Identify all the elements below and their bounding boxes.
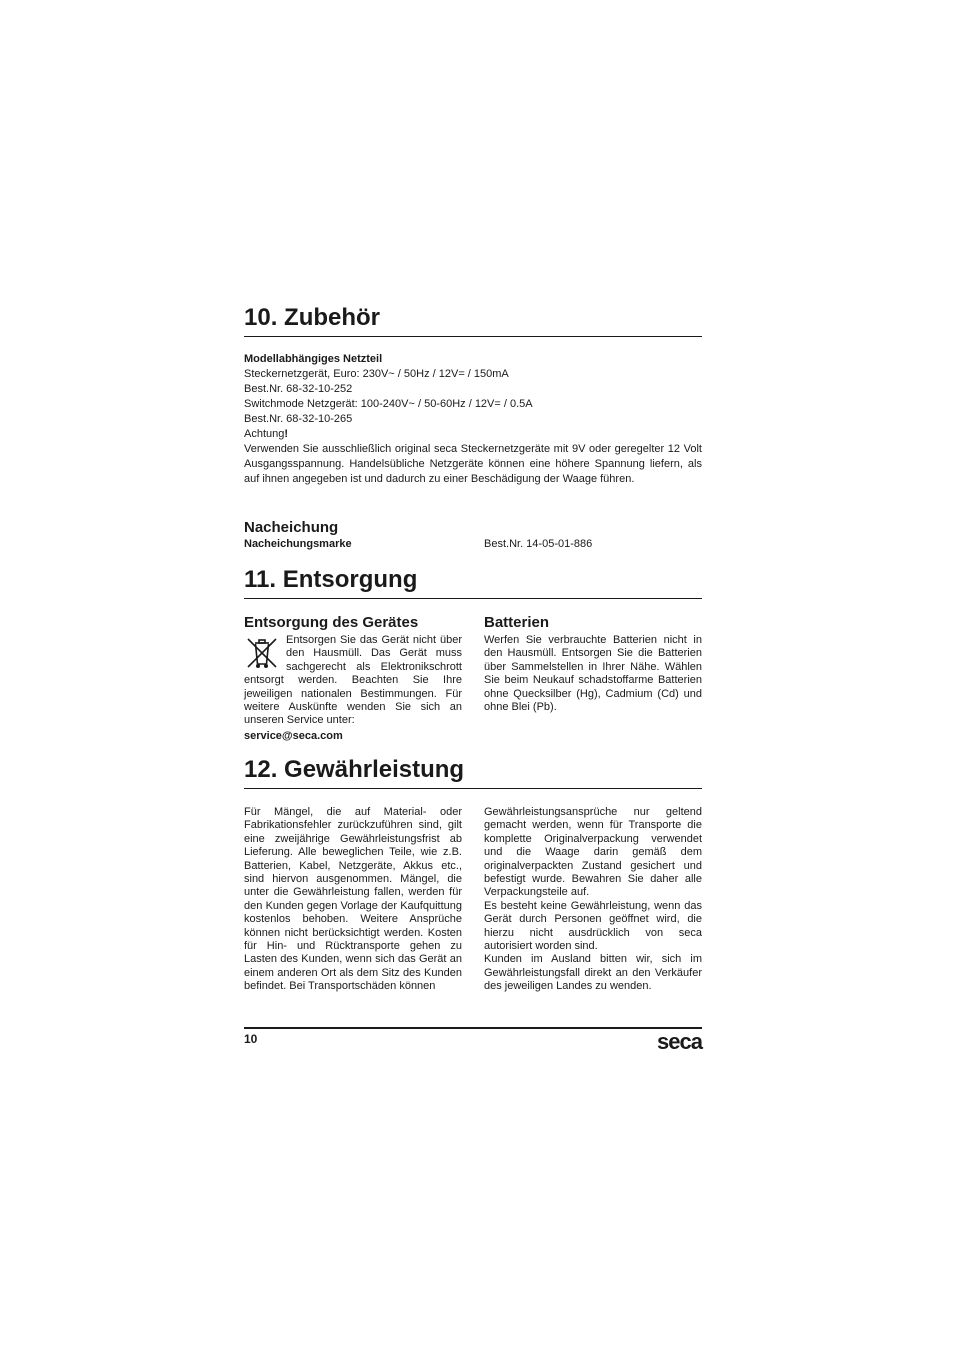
entsorgung-geraet-heading: Entsorgung des Gerätes xyxy=(244,614,419,631)
netzteil-line-1: Steckernetzgerät, Euro: 230V~ / 50Hz / 12V= / 150mA xyxy=(244,368,509,380)
section-10-title: 10. Zubehör xyxy=(244,304,702,337)
achtung-label: Achtung xyxy=(244,428,285,440)
batterien-column xyxy=(484,614,702,714)
netzteil-line-4: Best.Nr. 68-32-10-265 xyxy=(244,413,353,425)
batterien-text: Werfen Sie verbrauchte Batterien nicht in den Hausmüll. Entsorgen Sie die Batterien über Sammelstellen in Ihrer Nähe. Wählen Sie beim Neukauf schadstoffarme Batterien ohne Quecksilber (Hg), Cadmium (Cd) und ohne Blei (Pb). xyxy=(484,634,702,714)
gewaehrleistung-right-p2: Es besteht keine Gewährleistung, wenn das Gerät durch Personen geöffnet wird, die hierzu nicht ausdrücklich von seca autorisiert worden sind. xyxy=(484,899,702,953)
nacheichung-heading: Nacheichung xyxy=(244,519,339,536)
batterien-heading: Batterien xyxy=(484,614,550,631)
footer-divider xyxy=(244,1027,702,1029)
page-number: 10 xyxy=(244,1032,258,1046)
entsorgung-geraet-text: Entsorgen Sie das Gerät nicht über den Hausmüll. Das Gerät muss sachgerecht als Elektronikschrott entsorgt werden. Beachten Sie Ihre jeweiligen nationalen Bestimmungen. Für weitere Auskünfte wenden Sie sich an unseren Service unter: xyxy=(244,634,462,727)
gewaehrleistung-right-p3: Kunden im Ausland bitten wir, sich im Gewährleistungsfall direkt an den Verkäufer des jeweiligen Landes zu wenden. xyxy=(484,953,702,993)
netzteil-warning: Verwenden Sie ausschließlich original seca Steckernetzgeräte mit 9V oder geregelter 12 Volt Ausgangsspannung. Handelsübliche Netzgeräte können eine höhere Spannung liefern, als auf ihnen angegeben ist und dadurch zu einer Beschädigung der Waage führen. xyxy=(244,443,702,485)
netzteil-line-3: Switchmode Netzgerät: 100-240V~ / 50-60Hz / 12V= / 0.5A xyxy=(244,398,533,410)
nacheichung-item: Nacheichungsmarke xyxy=(244,538,352,550)
gewaehrleistung-left-column xyxy=(244,806,462,994)
nacheichung-block xyxy=(244,519,702,552)
netzteil-block xyxy=(244,352,702,487)
section-gewaehrleistung xyxy=(244,756,702,789)
section-zubehoer xyxy=(244,304,702,337)
section-11-title: 11. Entsorgung xyxy=(244,566,702,599)
nacheichung-row xyxy=(244,537,702,552)
section-12-title: 12. Gewährleistung xyxy=(244,756,702,789)
seca-logo: seca xyxy=(657,1029,702,1054)
entsorgung-geraet-column xyxy=(244,614,462,743)
crossed-out-bin-icon xyxy=(244,635,280,671)
gewaehrleistung-left-text: Für Mängel, die auf Material- oder Fabrikationsfehler zurückzuführen sind, gilt eine zweijährige Gewährleistungsfrist ab Lieferung. Alle beweglichen Teile, wie z.B. Batterien, Kabel, Netzgeräte, Akkus etc., sind hiervon ausgenommen. Mängel, die unter die Gewährleistung fallen, werden für den Kunden gegen Vorlage der Kaufquittung kostenlos behoben. Weitere Ansprüche können nicht berücksichtigt werden. Kosten für Hin- und Rücktransporte gehen zu Lasten des Kunden, wenn sich das Gerät an einem anderen Ort als dem Sitz des Kunden befindet. Bei Transportschäden können xyxy=(244,806,462,993)
service-email: service@seca.com xyxy=(244,729,343,742)
netzteil-line-2: Best.Nr. 68-32-10-252 xyxy=(244,383,353,395)
achtung-mark: ! xyxy=(284,428,289,440)
achtung-line xyxy=(244,427,702,442)
nacheichung-order-number: Best.Nr. 14-05-01-886 xyxy=(484,538,593,550)
gewaehrleistung-right-p1: Gewährleistungsansprüche nur geltend gemacht werden, wenn für Transporte die komplette Originalverpackung verwendet und die Waage darin gemäß dem originalverpackten Zustand gesichert und befestigt wurde. Bewahren Sie daher alle Verpackungsteile auf. xyxy=(484,806,702,899)
section-entsorgung xyxy=(244,566,702,599)
gewaehrleistung-right-column xyxy=(484,806,702,994)
netzteil-heading: Modellabhängiges Netzteil xyxy=(244,353,383,365)
